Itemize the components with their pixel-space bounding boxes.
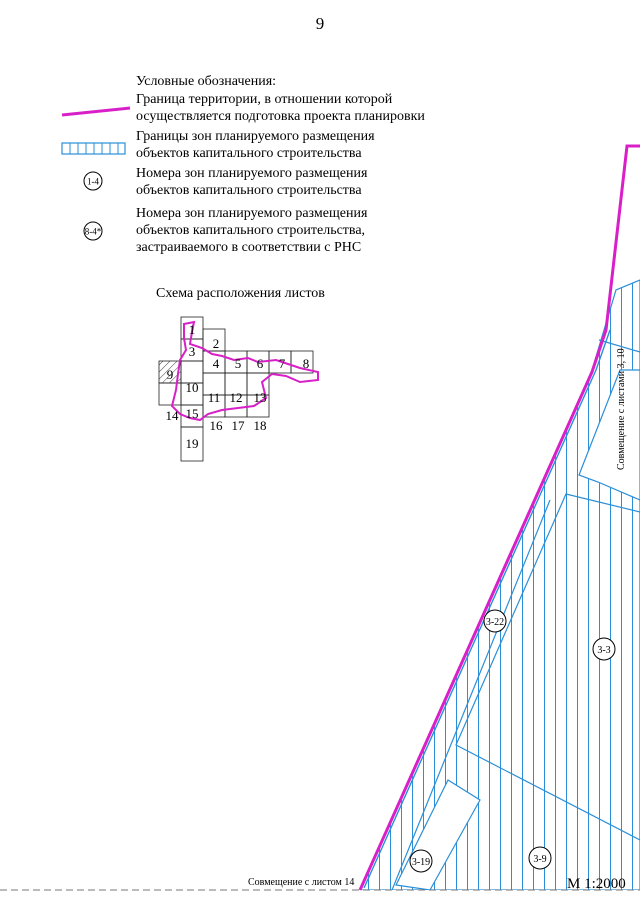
zone-label-3-3: 3-3 bbox=[597, 645, 611, 656]
sheet-17: 17 bbox=[231, 418, 245, 433]
legend-title: Условные обозначения: bbox=[136, 74, 277, 89]
sheet-3: 3 bbox=[188, 344, 196, 359]
page-number: 9 bbox=[315, 14, 325, 33]
legend-item-zone-numbers: Номера зон планируемого размещения объектов капитального строительства bbox=[136, 166, 368, 198]
sheet-15: 15 bbox=[185, 406, 199, 421]
zone-label-3-19: 3-19 bbox=[411, 857, 431, 868]
sheet-2: 2 bbox=[212, 336, 220, 351]
sheet-4: 4 bbox=[212, 356, 220, 371]
legend-item-boundary: Граница территории, в отношении которой осуществляется подготовка проекта планировки bbox=[136, 92, 425, 124]
sheet-8: 8 bbox=[302, 356, 310, 371]
legend-symbol-2: 8-4* bbox=[84, 226, 102, 237]
sheet-12: 12 bbox=[229, 390, 243, 405]
legend-item-rns-zone-numbers: Номера зон планируемого размещения объектов капитального строительства, застраиваемого в соответствии с РНС bbox=[136, 206, 368, 255]
sheet-14: 14 bbox=[165, 408, 179, 423]
zone-label-3-22: 3-22 bbox=[485, 617, 505, 628]
schema-title: Схема расположения листов bbox=[156, 286, 325, 301]
sheet-7: 7 bbox=[278, 356, 286, 371]
sheet-19: 19 bbox=[185, 436, 199, 451]
legend-item-zones: Границы зон планируемого размещения объектов капитального строительства bbox=[136, 129, 375, 161]
sheet-1: 1 bbox=[188, 322, 196, 337]
overlap-label-right: Совмещение с листами 3, 10 bbox=[616, 348, 627, 470]
sheet-13: 13 bbox=[253, 390, 267, 405]
overlap-label-bottom: Совмещение с листом 14 bbox=[248, 877, 355, 888]
sheet-10: 10 bbox=[185, 380, 199, 395]
map-scale: М 1:2000 bbox=[567, 876, 626, 892]
sheet-16: 16 bbox=[209, 418, 223, 433]
sheet-9: 9 bbox=[166, 367, 174, 382]
sheet-11: 11 bbox=[207, 390, 221, 405]
sheet-18: 18 bbox=[253, 418, 267, 433]
sheet-5: 5 bbox=[234, 356, 242, 371]
sheet-6: 6 bbox=[256, 356, 264, 371]
zone-label-3-9: 3-9 bbox=[533, 854, 547, 865]
legend-symbol-1: 1-4 bbox=[87, 176, 99, 187]
